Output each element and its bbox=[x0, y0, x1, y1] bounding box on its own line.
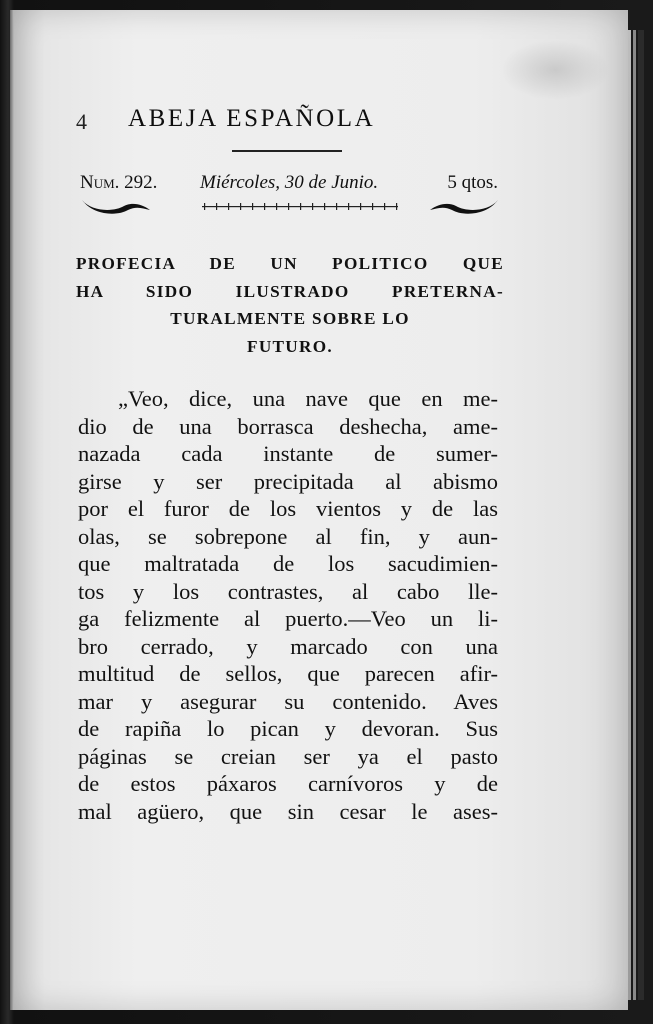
body-line: que maltratada de los sacudimien- bbox=[78, 551, 498, 576]
ornament-rule bbox=[80, 196, 500, 220]
issue-line bbox=[80, 172, 498, 198]
issue-price: 5 qtos. bbox=[447, 172, 498, 193]
title-rule bbox=[232, 150, 342, 152]
body-line: de estos páxaros carnívoros y de bbox=[78, 771, 498, 796]
right-swash bbox=[430, 200, 498, 214]
issue-number: Num. 292. bbox=[80, 172, 158, 193]
body-line: bro cerrado, y marcado con una bbox=[78, 633, 498, 659]
body-line: tos y los contrastes, al cabo lle- bbox=[78, 578, 498, 604]
body-line: por el furor de los vientos y de las bbox=[78, 496, 498, 521]
body-line: multitud de sellos, que parecen afir- bbox=[78, 661, 498, 686]
newspaper-title: ABEJA ESPAÑOLA bbox=[128, 105, 376, 132]
body-line: de rapiña lo pican y devoran. Sus bbox=[78, 716, 498, 741]
body-line: girse y ser precipitada al abismo bbox=[78, 468, 498, 494]
dotted-rule bbox=[202, 203, 398, 210]
issue-date: Miércoles, 30 de Junio. bbox=[200, 172, 379, 193]
article-heading bbox=[76, 250, 504, 360]
body-line: nazada cada instante de sumer- bbox=[78, 441, 498, 466]
body-line: páginas se creian ser ya el pasto bbox=[78, 743, 498, 769]
body-line: „Veo, dice, una nave que en me- bbox=[118, 386, 498, 411]
left-swash bbox=[82, 200, 150, 214]
page-edge bbox=[638, 30, 644, 1000]
body-line: olas, se sobrepone al fin, y aun- bbox=[78, 523, 498, 549]
heading-line: TURALMENTE SOBRE LO bbox=[170, 309, 410, 328]
page-number: 4 bbox=[76, 109, 87, 134]
heading-line: FUTURO. bbox=[247, 336, 333, 356]
page-header bbox=[60, 103, 500, 139]
body-line: ga felizmente al puerto.—Veo un li- bbox=[78, 606, 498, 631]
heading-line: PROFECIA DE UN POLITICO QUE bbox=[76, 254, 504, 273]
body-line: mal agüero, que sin cesar le ases- bbox=[78, 798, 498, 824]
article-body bbox=[78, 385, 498, 825]
page-edge bbox=[628, 30, 631, 1000]
paper-stain bbox=[500, 40, 610, 100]
body-line: mar y asegurar su contenido. Aves bbox=[78, 688, 498, 714]
heading-line: HA SIDO ILUSTRADO PRETERNA- bbox=[76, 281, 504, 301]
body-line: dio de una borrasca deshecha, ame- bbox=[78, 413, 498, 439]
page-edge bbox=[633, 30, 636, 1000]
